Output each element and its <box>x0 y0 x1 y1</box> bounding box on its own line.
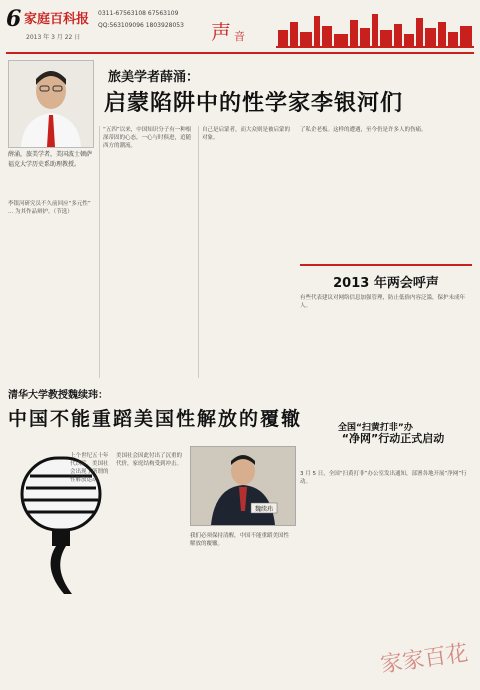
box-rule <box>300 264 472 266</box>
watermark: 家家百花 <box>378 640 470 678</box>
skyline-graphic <box>276 10 474 48</box>
issue-date: 2013 年 3 月 22 日 <box>26 34 81 41</box>
column-divider <box>198 126 199 378</box>
story1-column-4: 了私企老板。这样的遭遇，至今仍是许多人的伤痛。 <box>300 127 427 133</box>
story2-column-3: 我们必须保持清醒，中国不能重蹈美国性解放的覆辙。 <box>190 533 290 547</box>
section-title: 声 <box>211 20 231 44</box>
author-photo <box>8 60 94 148</box>
phone-number: 0311-67563108 67563109 <box>98 10 179 17</box>
nameplate-text: 魏续玮 <box>254 506 274 513</box>
story2-kicker: 清华大学教授魏续玮： <box>8 390 108 401</box>
professor-photo <box>190 446 296 526</box>
story1-column-2: “五四”以来，中国知识分子有一种根深蒂固的心态，一心与时俱进，追随西方的潮流。 <box>103 127 192 149</box>
story2-headline: 中国不能重蹈美国性解放的覆辙 <box>8 408 303 430</box>
qq-number: QQ:563109096 1803928053 <box>98 22 184 29</box>
masthead: 家庭百科报 <box>24 12 90 27</box>
box-title: 2013 年两会呼声 <box>333 276 439 291</box>
column-divider <box>99 126 100 378</box>
story1-column-1: 李银河研究员不久前回应“多元性” ... 为其作品辩护。（节选） <box>8 201 91 215</box>
box-body-2: 3 月 5 日，全国“扫黄打非”办公室发出通知，部署各地开展“净网”行动。 <box>300 471 467 485</box>
box-body: 有些代表建议对网络信息加强管理，防止低俗内容泛滥，保护未成年人。 <box>300 295 466 309</box>
section-subtitle: 音 <box>234 30 245 43</box>
story1-column-3: 自己是启蒙者，而大众则是被启蒙的对象。 <box>202 127 291 141</box>
header-rule <box>6 52 474 54</box>
box-headline: “净网”行动正式启动 <box>341 432 445 445</box>
story1-kicker: 旅美学者薛涌： <box>108 70 200 85</box>
story2-column-1: 上个世纪五十年代以后，美国社会出现了所谓的性解放运动。 <box>70 453 109 483</box>
story1-headline: 启蒙陷阱中的性学家李银河们 <box>104 91 404 116</box>
box-kicker: 全国“扫黄打非”办 <box>338 423 413 433</box>
story2-column-2: 美国社会因此付出了沉重的代价，家庭结构受到冲击。 <box>116 453 183 467</box>
page-number: 6 <box>6 6 22 32</box>
photo-caption: 薛涌，旅美学者，美国波士顿萨福克大学历史系助理教授。 <box>8 151 93 168</box>
page-header <box>6 4 474 52</box>
